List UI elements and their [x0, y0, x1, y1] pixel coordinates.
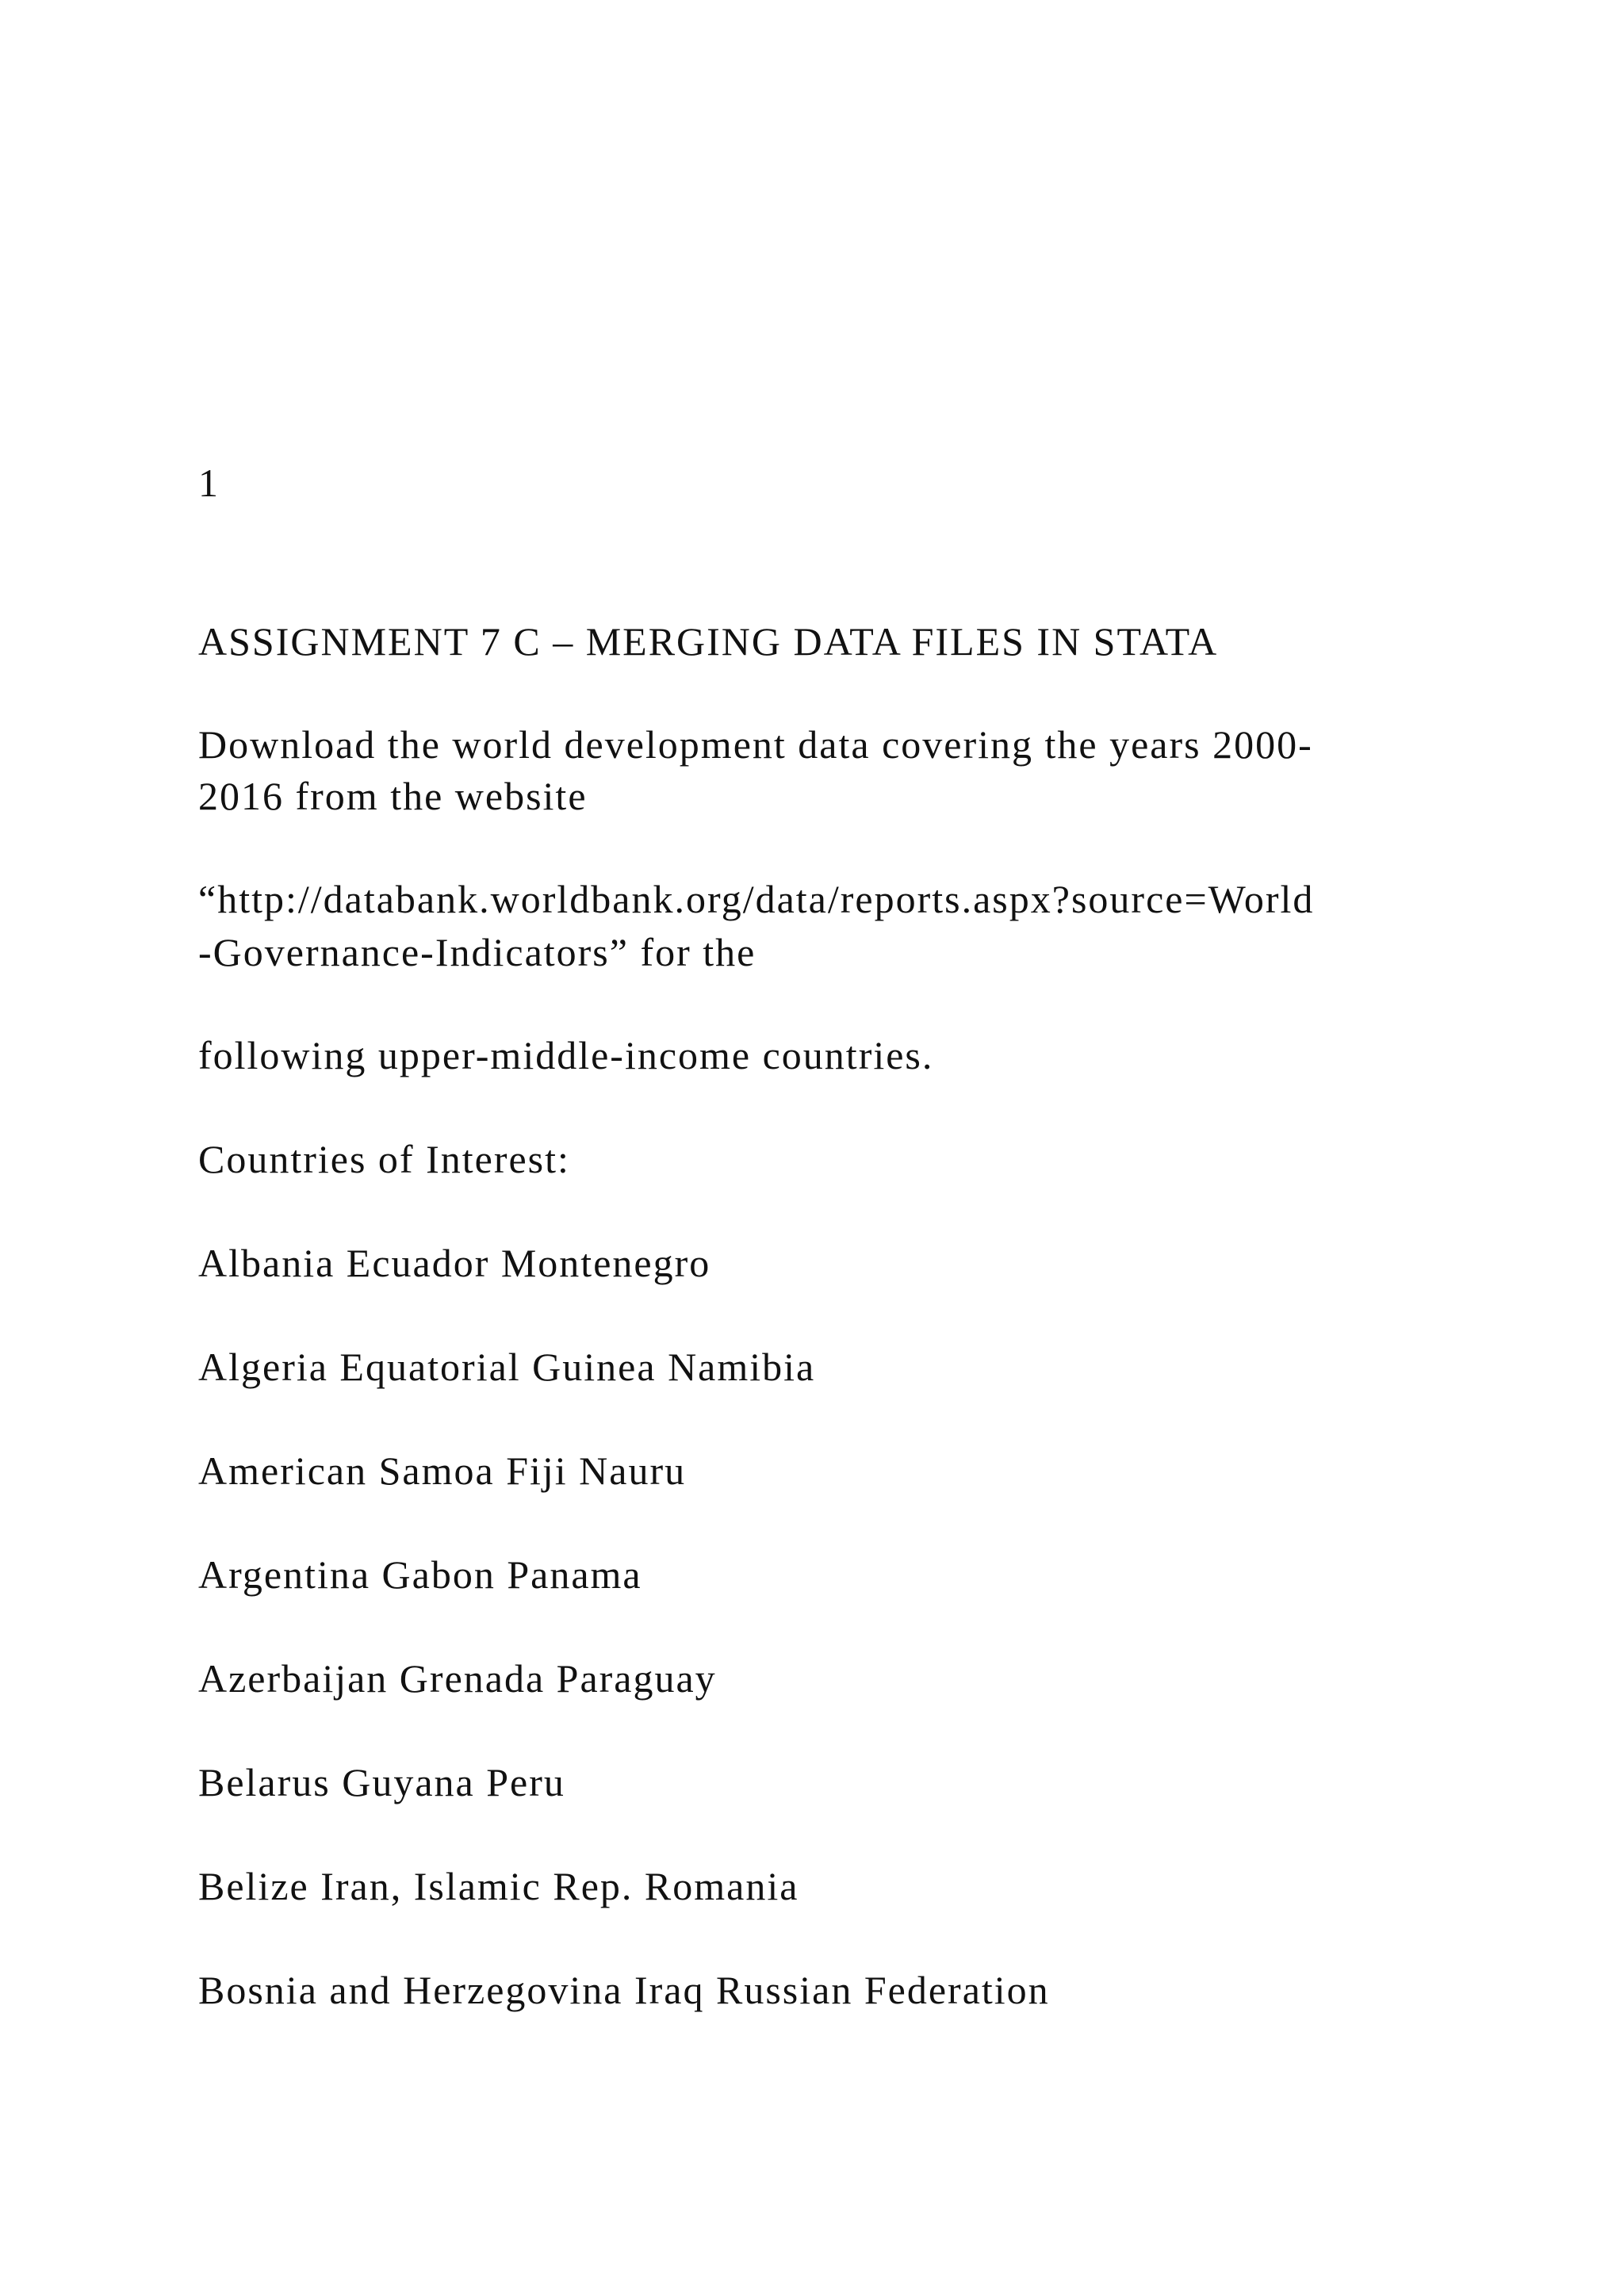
country-row-8: Bosnia and Herzegovina Iraq Russian Federation: [198, 1968, 1050, 2012]
countries-heading: Countries of Interest:: [198, 1137, 570, 1181]
country-row-7: Belize Iran, Islamic Rep. Romania: [198, 1864, 799, 1908]
intro-line-2: 2016 from the website: [198, 774, 588, 818]
country-row-3: American Samoa Fiji Nauru: [198, 1448, 687, 1493]
assignment-title: ASSIGNMENT 7 C – MERGING DATA FILES IN STATA: [198, 619, 1219, 664]
country-row-4: Argentina Gabon Panama: [198, 1552, 642, 1597]
source-url-line-1: “http://databank.worldbank.org/data/reports.aspx?source=World: [198, 877, 1315, 921]
country-row-5: Azerbaijan Grenada Paraguay: [198, 1656, 717, 1701]
intro-line-1: Download the world development data covering the years 2000-: [198, 722, 1313, 767]
country-row-6: Belarus Guyana Peru: [198, 1760, 565, 1804]
countries-intro: following upper-middle-income countries.: [198, 1033, 934, 1077]
country-row-2: Algeria Equatorial Guinea Namibia: [198, 1345, 816, 1389]
page-number: 1: [198, 461, 220, 505]
country-row-1: Albania Ecuador Montenegro: [198, 1241, 711, 1285]
source-url-line-2: -Governance-Indicators” for the: [198, 930, 756, 974]
